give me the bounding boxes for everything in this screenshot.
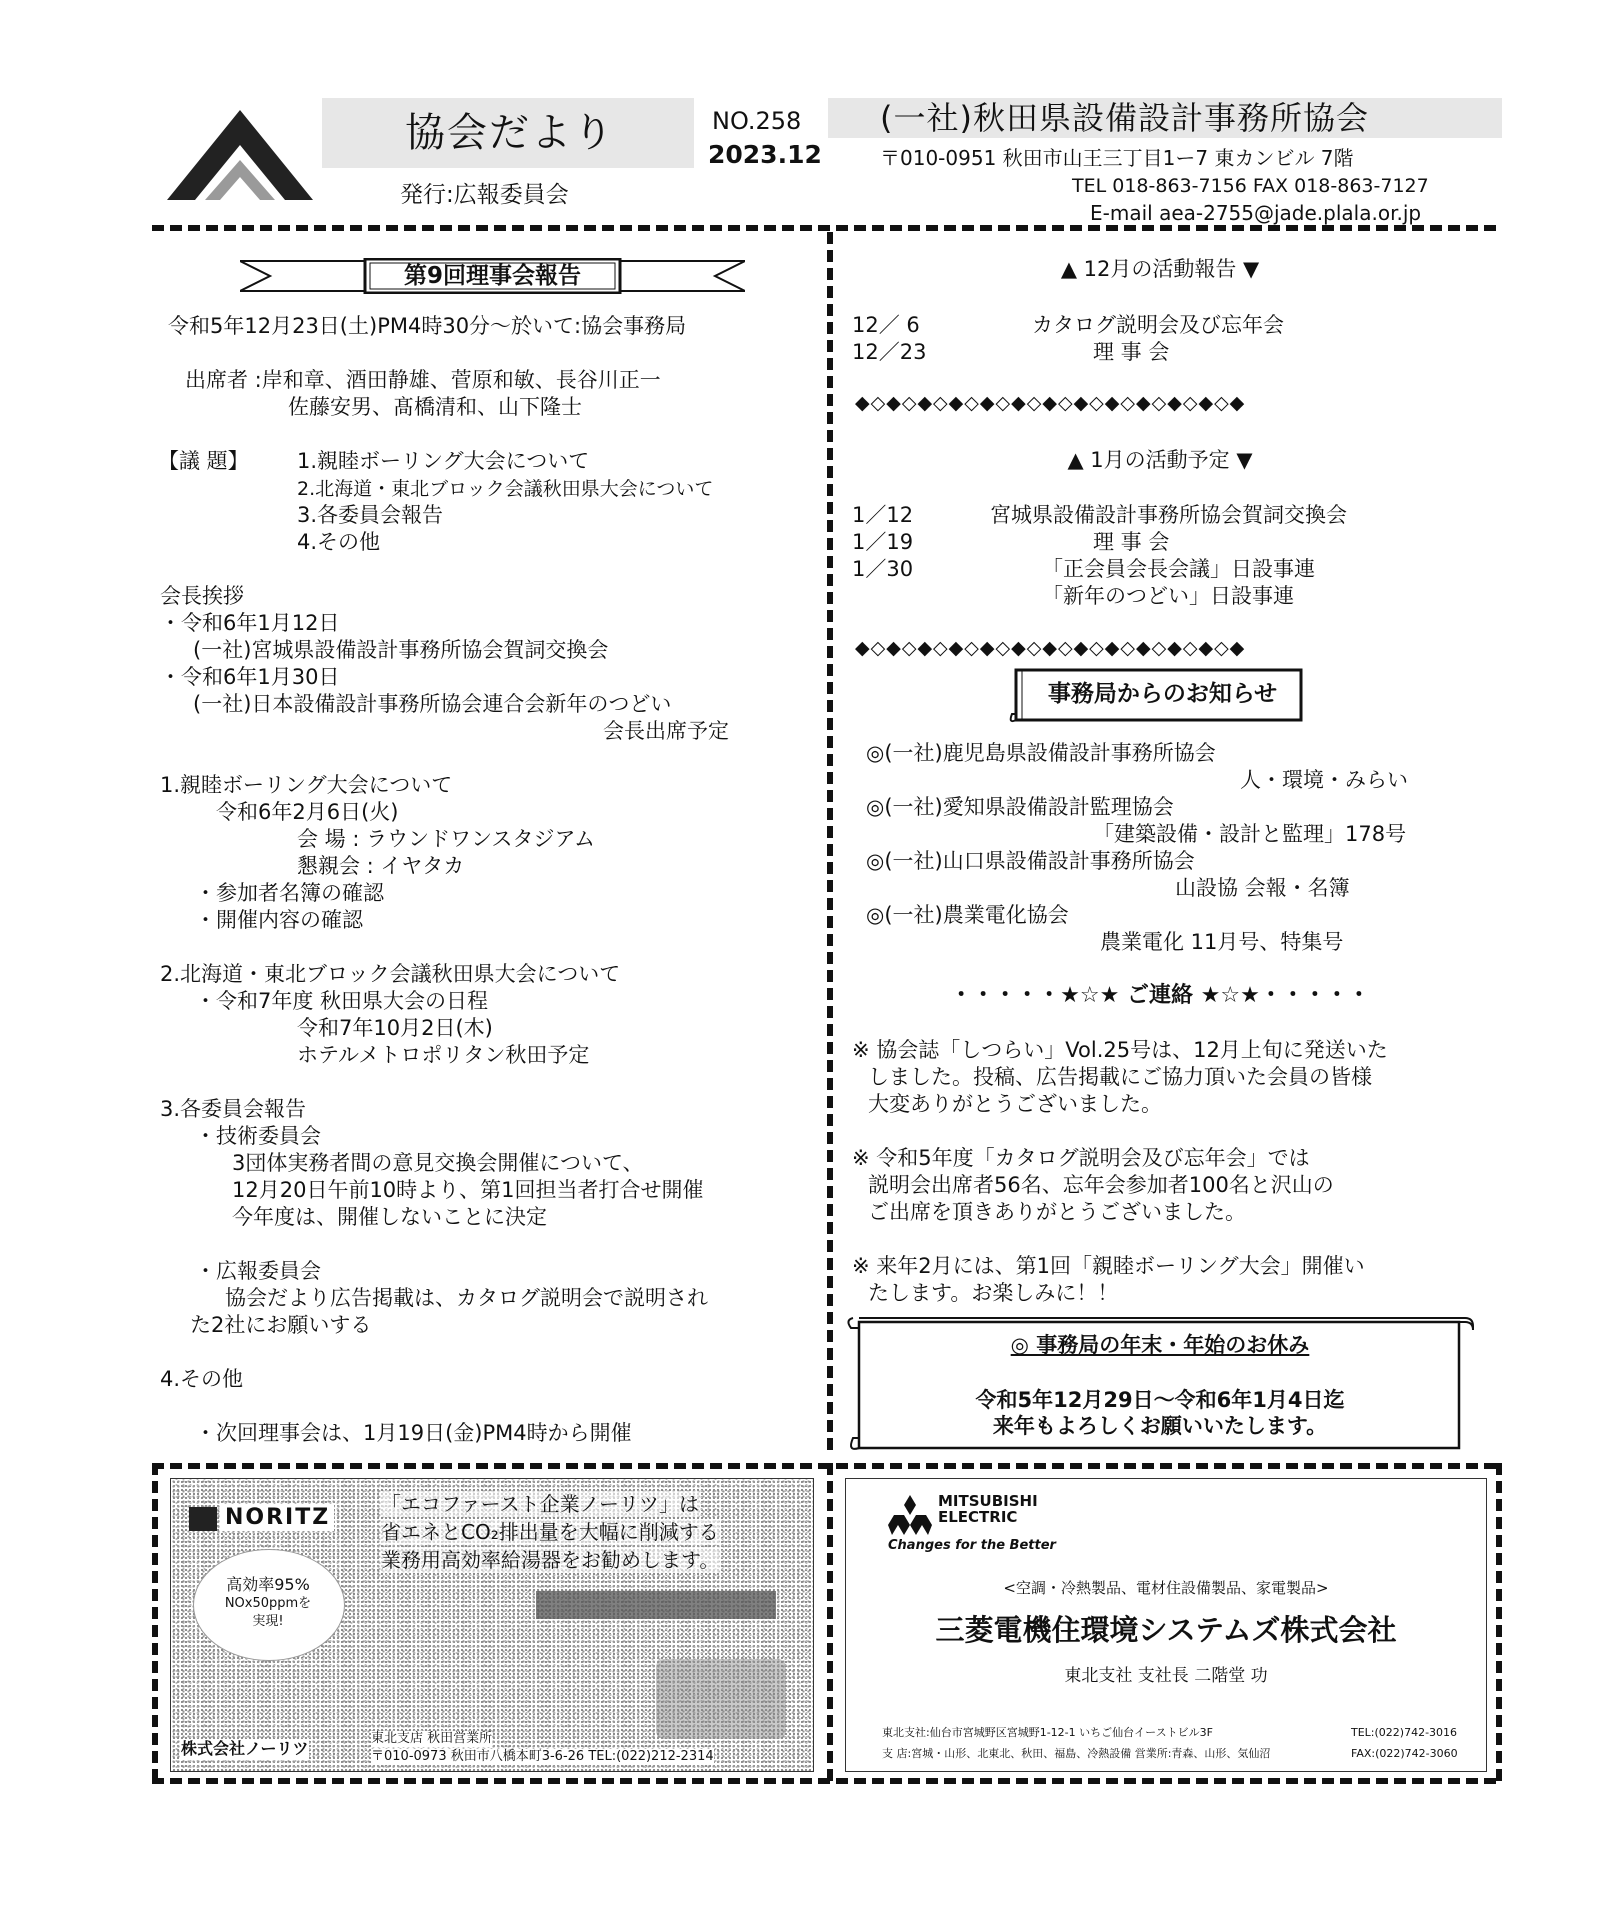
section3-line: 3.各委員会報告 [160,1097,307,1121]
noritz-branch: 東北支店 秋田営業所 [371,1731,493,1746]
section1-line: 懇親会 : イヤタカ [297,854,465,878]
greeting-line: ・令和6年1月30日 [160,665,340,689]
notice-org: ◎(一社)鹿児島県設備設計事務所協会 [866,741,1216,765]
greeting-line: ・令和6年1月12日 [160,611,340,635]
contact-title: ・・・・・★☆★ ご連絡 ★☆★・・・・・ [950,983,1370,1008]
tel-fax: TEL 018-863-7156 FAX 018-863-7127 [1072,175,1429,197]
january-title: ▲ 1月の活動予定 ▼ [1067,448,1253,472]
december-event: 理 事 会 [1093,340,1170,364]
agenda-label: 【議 題】 [158,449,249,473]
notice-org: ◎(一社)山口県設備設計事務所協会 [866,849,1195,873]
mitsubishi-brand: MITSUBISHI [938,1492,1038,1510]
greeting-line: (一社)日本設備設計事務所協会連合会新年のつどい [193,692,672,716]
january-event: 理 事 会 [1093,530,1170,554]
notice-item: 「建築設備・設計と監理」178号 [1093,822,1407,846]
january-event: 「正会員会長会議」日設事連 [1042,557,1315,581]
december-title: ▲ 12月の活動報告 ▼ [1060,257,1260,281]
top-rule [152,225,1502,231]
notice-org: ◎(一社)愛知県設備設計監理協会 [866,795,1174,819]
section3-line: ・広報委員会 [195,1259,321,1283]
section3-line: 12月20日午前10時より、第1回担当者打合せ開催 [232,1178,704,1202]
contact-line: たします。お楽しみに！！ [868,1281,1119,1305]
org-name: (一社)秋田県設備設計事務所協会 [880,99,1369,137]
noritz-tagline: 「エコファースト企業ノーリツ」は [381,1492,699,1516]
mitsubishi-products: <空調・冷熱製品、電材住設備製品、家電製品> [1003,1579,1329,1597]
december-event: カタログ説明会及び忘年会 [1032,313,1284,337]
section3-line: 3団体実務者間の意見交換会開催について、 [232,1151,644,1175]
issue-date: 2023.12 [708,140,822,169]
ads-bottom-rule [152,1778,1502,1784]
ads-left-rule [152,1463,158,1783]
section1-line: 令和6年2月6日(火) [216,800,399,824]
notice-banner: 事務局からのお知らせ [1047,681,1278,707]
noritz-badge-line: 高効率95% [226,1575,310,1594]
section4-line: ・次回理事会は、1月19日(金)PM4時から開催 [195,1421,632,1445]
ads-right-rule [1496,1463,1502,1783]
holiday-dates: 令和5年12月29日～令和6年1月4日迄 [975,1388,1345,1412]
mitsubishi-ad[interactable] [845,1478,1487,1772]
contact-line: ご出席を頂きありがとうございました。 [868,1200,1246,1224]
contact-line: 説明会出席者56名、忘年会参加者100名と沢山の [868,1173,1334,1197]
ads-mid-rule [827,1463,833,1783]
contact-line: 大変ありがとうございました。 [868,1092,1162,1116]
section2-line: ・令和7年度 秋田県大会の日程 [195,989,489,1013]
publisher: 発行:広報委員会 [400,182,569,208]
agenda-item: 2.北海道・東北ブロック会議秋田県大会について [297,478,714,500]
notice-item: 山設協 会報・名簿 [1175,876,1350,900]
january-event: 「新年のつどい」日設事連 [1042,584,1294,608]
january-date: 1／30 [852,557,914,581]
noritz-tagline: 省エネとCO₂排出量を大幅に削減する [381,1520,719,1544]
section4-line: 4.その他 [160,1367,244,1391]
mitsubishi-tel: TEL:(022)742-3016 [1351,1726,1458,1739]
meeting-info: 令和5年12月23日(土)PM4時30分～於いて:協会事務局 [168,314,687,338]
section3-line: ・技術委員会 [195,1124,321,1148]
section1-line: 1.親睦ボーリング大会について [160,773,453,797]
noritz-product-bar [536,1591,776,1619]
contact-line: しました。投稿、広告掲載にご協力頂いた会員の皆様 [868,1065,1372,1089]
december-date: 12／ 6 [852,313,920,337]
section3-line: 協会だより広告掲載は、カタログ説明会で説明され [225,1286,708,1310]
mitsubishi-slogan: Changes for the Better [888,1538,1056,1553]
association-logo [165,105,315,205]
section2-line: 令和7年10月2日(木) [297,1016,493,1040]
notice-item: 人・環境・みらい [1240,768,1408,792]
noritz-company: 株式会社ノーリツ [181,1739,309,1758]
noritz-logo-mark [189,1507,217,1531]
mitsubishi-representative: 東北支社 支社長 二階堂 功 [1064,1666,1268,1686]
notice-item: 農業電化 11月号、特集号 [1100,930,1344,954]
january-date: 1／19 [852,530,914,554]
noritz-product-photo [656,1659,786,1739]
mitsubishi-logo-icon [888,1495,932,1535]
agenda-item: 4.その他 [297,530,381,554]
noritz-branch-address: 〒010-0973 秋田市八橋本町3-6-26 TEL:(022)212-2314 [371,1749,714,1764]
section3-line: 今年度は、開催しないことに決定 [232,1205,547,1229]
noritz-logo: NORITZ [221,1505,334,1531]
address: 〒010-0951 秋田市山王三丁目1ー7 東カンビル 7階 [880,146,1354,170]
section2-line: ホテルメトロポリタン秋田予定 [297,1043,590,1067]
email[interactable]: E-mail aea-2755@jade.plala.or.jp [1090,201,1422,225]
agenda-item: 1.親睦ボーリング大会について [297,449,590,473]
january-date: 1／12 [852,503,914,527]
mitsubishi-brand: ELECTRIC [938,1508,1018,1526]
mitsubishi-branches: 支 店:宮城・山形、北東北、秋田、福島、冷熱設備 営業所:青森、山形、気仙沼 [882,1747,1271,1760]
attendees-line2: 佐藤安男、髙橋清和、山下隆士 [288,395,582,419]
section1-line: 会 場 : ラウンドワンスタジアム [297,827,595,851]
column-divider [827,232,833,1454]
newsletter-title: 協会だより [405,110,615,156]
report-banner: 第9回理事会報告 [403,263,581,289]
contact-line: ※ 令和5年度「カタログ説明会及び忘年会」では [852,1146,1310,1170]
section2-line: 2.北海道・東北ブロック会議秋田県大会について [160,962,621,986]
issue-number: NO.258 [712,107,802,135]
section1-line: ・参加者名簿の確認 [195,881,384,905]
contact-line: ※ 協会誌「しつらい」Vol.25号は、12月上旬に発送いた [852,1038,1388,1062]
mitsubishi-fax: FAX:(022)742-3060 [1351,1747,1458,1760]
greeting-title: 会長挨拶 [160,584,244,608]
contact-line: ※ 来年2月には、第1回「親睦ボーリング大会」開催い [852,1254,1365,1278]
attendees-line1: 出席者 :岸和章、酒田静雄、菅原和敏、長谷川正一 [185,368,661,392]
diamond-divider: ◆◇◆◇◆◇◆◇◆◇◆◇◆◇◆◇◆◇◆◇◆◇◆◇◆ [855,637,1246,659]
holiday-title: ◎ 事務局の年末・年始のお休み [1010,1333,1310,1357]
noritz-tagline: 業務用高効率給湯器をお勧めします。 [381,1548,720,1572]
greeting-line: (一社)宮城県設備設計事務所協会賀詞交換会 [193,638,609,662]
mitsubishi-address: 東北支社:仙台市宮城野区宮城野1-12-1 いちご仙台イーストビル3F [882,1726,1213,1739]
january-event: 宮城県設備設計事務所協会賀詞交換会 [990,503,1347,527]
diamond-divider: ◆◇◆◇◆◇◆◇◆◇◆◇◆◇◆◇◆◇◆◇◆◇◆◇◆ [855,392,1246,414]
notice-org: ◎(一社)農業電化協会 [866,903,1069,927]
december-date: 12／23 [852,340,927,364]
greeting-line: 会長出席予定 [603,719,729,743]
noritz-badge-line: NOx50ppmを [224,1596,312,1611]
noritz-badge-line: 実現! [252,1614,284,1629]
section1-line: ・開催内容の確認 [195,908,363,932]
holiday-greeting: 来年もよろしくお願いいたします。 [992,1414,1328,1438]
mitsubishi-company: 三菱電機住環境システムズ株式会社 [935,1613,1397,1647]
agenda-item: 3.各委員会報告 [297,503,444,527]
section3-line: た2社にお願いする [190,1313,372,1337]
noritz-ad[interactable] [170,1478,814,1772]
